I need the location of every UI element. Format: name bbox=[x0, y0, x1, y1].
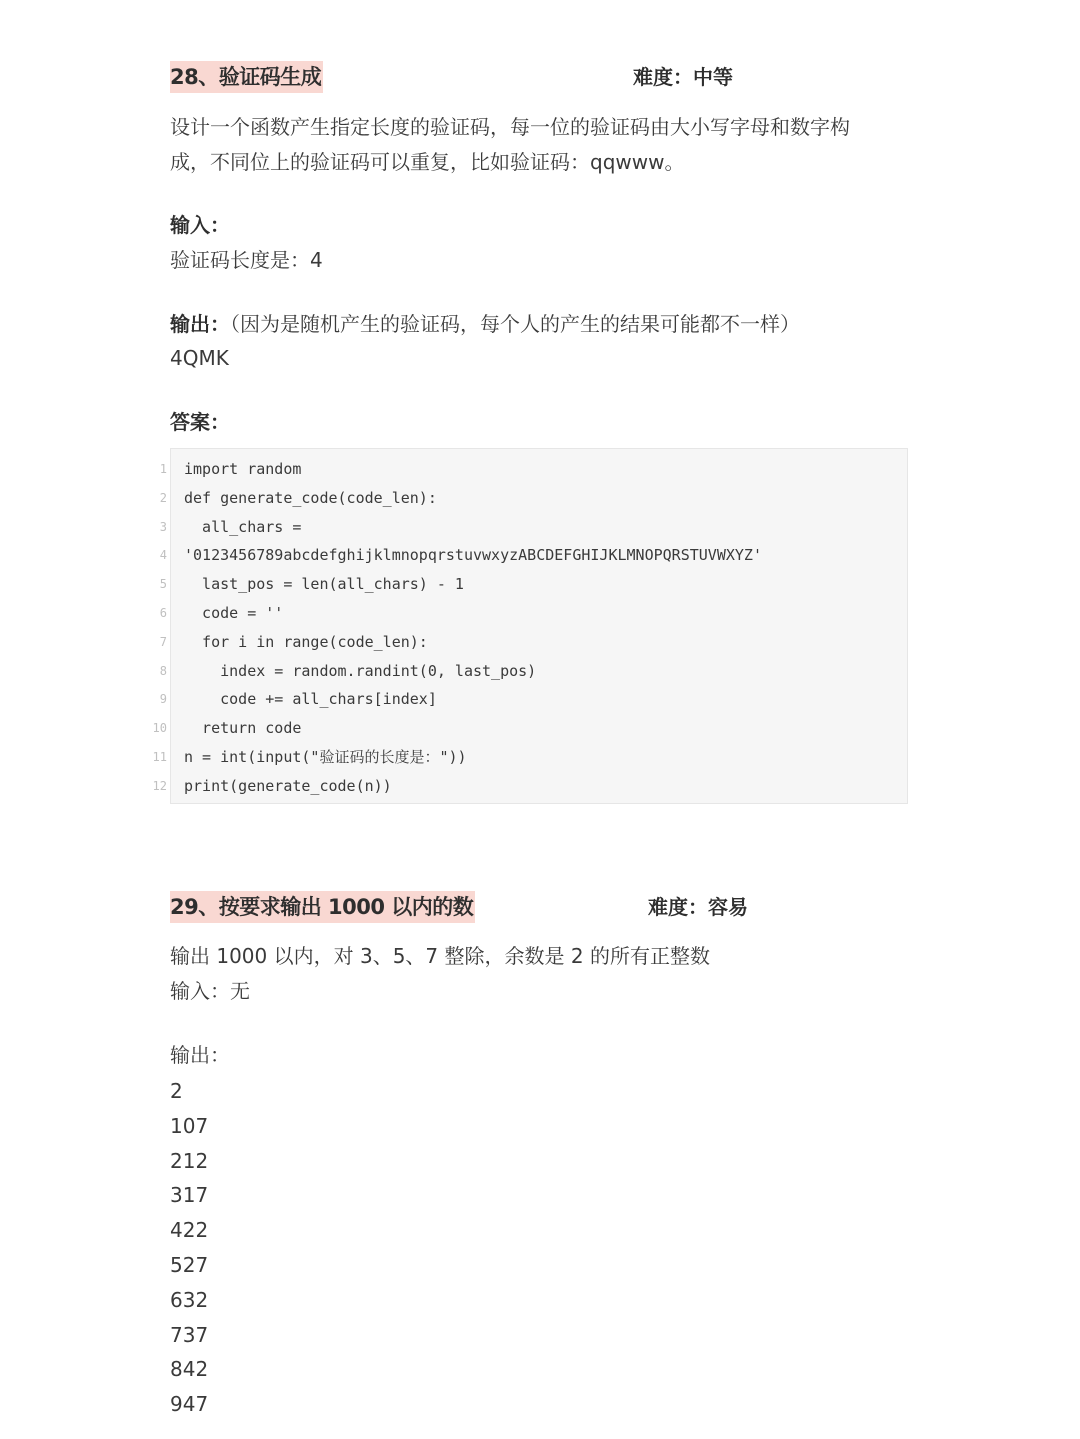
problem-29-difficulty: 难度：容易 bbox=[648, 895, 748, 919]
problem-28-output-label: 输出： bbox=[170, 312, 230, 336]
output-value: 947 bbox=[170, 1392, 209, 1417]
problem-29-description: 输出 1000 以内，对 3、5、7 整除，余数是 2 的所有正整数 bbox=[170, 944, 710, 968]
output-value: 107 bbox=[170, 1113, 209, 1138]
output-value: 422 bbox=[170, 1218, 209, 1243]
problem-28-input-label: 输入： bbox=[170, 213, 230, 237]
problem-28-answer-label: 答案： bbox=[170, 410, 230, 434]
code-text: code += all_chars[index] bbox=[184, 690, 437, 709]
output-value: 842 bbox=[170, 1357, 209, 1382]
code-text: '0123456789abcdefghijklmnopqrstuvwxyzABCDEFGHIJKLMNOPQRSTUVWXYZ' bbox=[184, 546, 762, 565]
output-value: 212 bbox=[170, 1148, 209, 1173]
output-value: 2 bbox=[170, 1079, 183, 1103]
problem-28-title: 28、验证码生成 bbox=[170, 61, 323, 93]
output-value: 737 bbox=[170, 1322, 209, 1347]
line-number: 4 bbox=[159, 548, 167, 563]
line-number: 9 bbox=[159, 692, 167, 707]
code-text: all_chars = bbox=[184, 517, 302, 536]
line-number: 8 bbox=[159, 663, 167, 678]
line-number: 12 bbox=[152, 778, 167, 793]
problem-28-description-line-2: 成，不同位上的验证码可以重复，比如验证码：qqwww。 bbox=[170, 150, 685, 174]
problem-28-output-note: （因为是随机产生的验证码，每个人的产生的结果可能都不一样） bbox=[230, 312, 800, 336]
code-text: import random bbox=[184, 460, 302, 478]
problem-29-header bbox=[170, 890, 475, 924]
line-number: 11 bbox=[152, 750, 167, 764]
problem-28-input-value: 验证码长度是：4 bbox=[170, 248, 323, 272]
line-number: 10 bbox=[152, 721, 167, 736]
output-value: 632 bbox=[170, 1287, 209, 1312]
code-text: def generate_code(code_len): bbox=[184, 488, 437, 507]
problem-28-difficulty: 难度：中等 bbox=[633, 65, 733, 89]
line-number: 1 bbox=[159, 462, 167, 476]
code-text: n = int(input("验证码的长度是：")) bbox=[184, 748, 467, 766]
code-text: for i in range(code_len): bbox=[184, 632, 428, 651]
problem-29-output-label: 输出： bbox=[170, 1043, 230, 1067]
code-text: return code bbox=[184, 719, 302, 738]
line-number: 5 bbox=[159, 577, 167, 592]
problem-28-output-line bbox=[170, 307, 800, 342]
problem-28-output-value: 4QMK bbox=[170, 346, 229, 370]
problem-28-description-line-1: 设计一个函数产生指定长度的验证码，每一位的验证码由大小写字母和数字构 bbox=[170, 115, 850, 139]
code-text: index = random.randint(0, last_pos) bbox=[184, 661, 537, 680]
code-text: code = '' bbox=[184, 604, 284, 622]
problem-28-header bbox=[170, 60, 323, 94]
output-value: 317 bbox=[170, 1183, 209, 1208]
line-number: 2 bbox=[159, 490, 167, 505]
problem-29-title: 29、按要求输出 1000 以内的数 bbox=[170, 891, 475, 923]
line-number: 6 bbox=[159, 606, 167, 620]
code-text: print(generate_code(n)) bbox=[184, 776, 392, 795]
code-text: last_pos = len(all_chars) - 1 bbox=[184, 575, 464, 594]
problem-29-input-line: 输入：无 bbox=[170, 979, 250, 1003]
line-number: 7 bbox=[159, 634, 167, 649]
code-block[interactable] bbox=[152, 448, 908, 804]
output-value: 527 bbox=[170, 1253, 209, 1277]
line-number: 3 bbox=[159, 519, 167, 534]
